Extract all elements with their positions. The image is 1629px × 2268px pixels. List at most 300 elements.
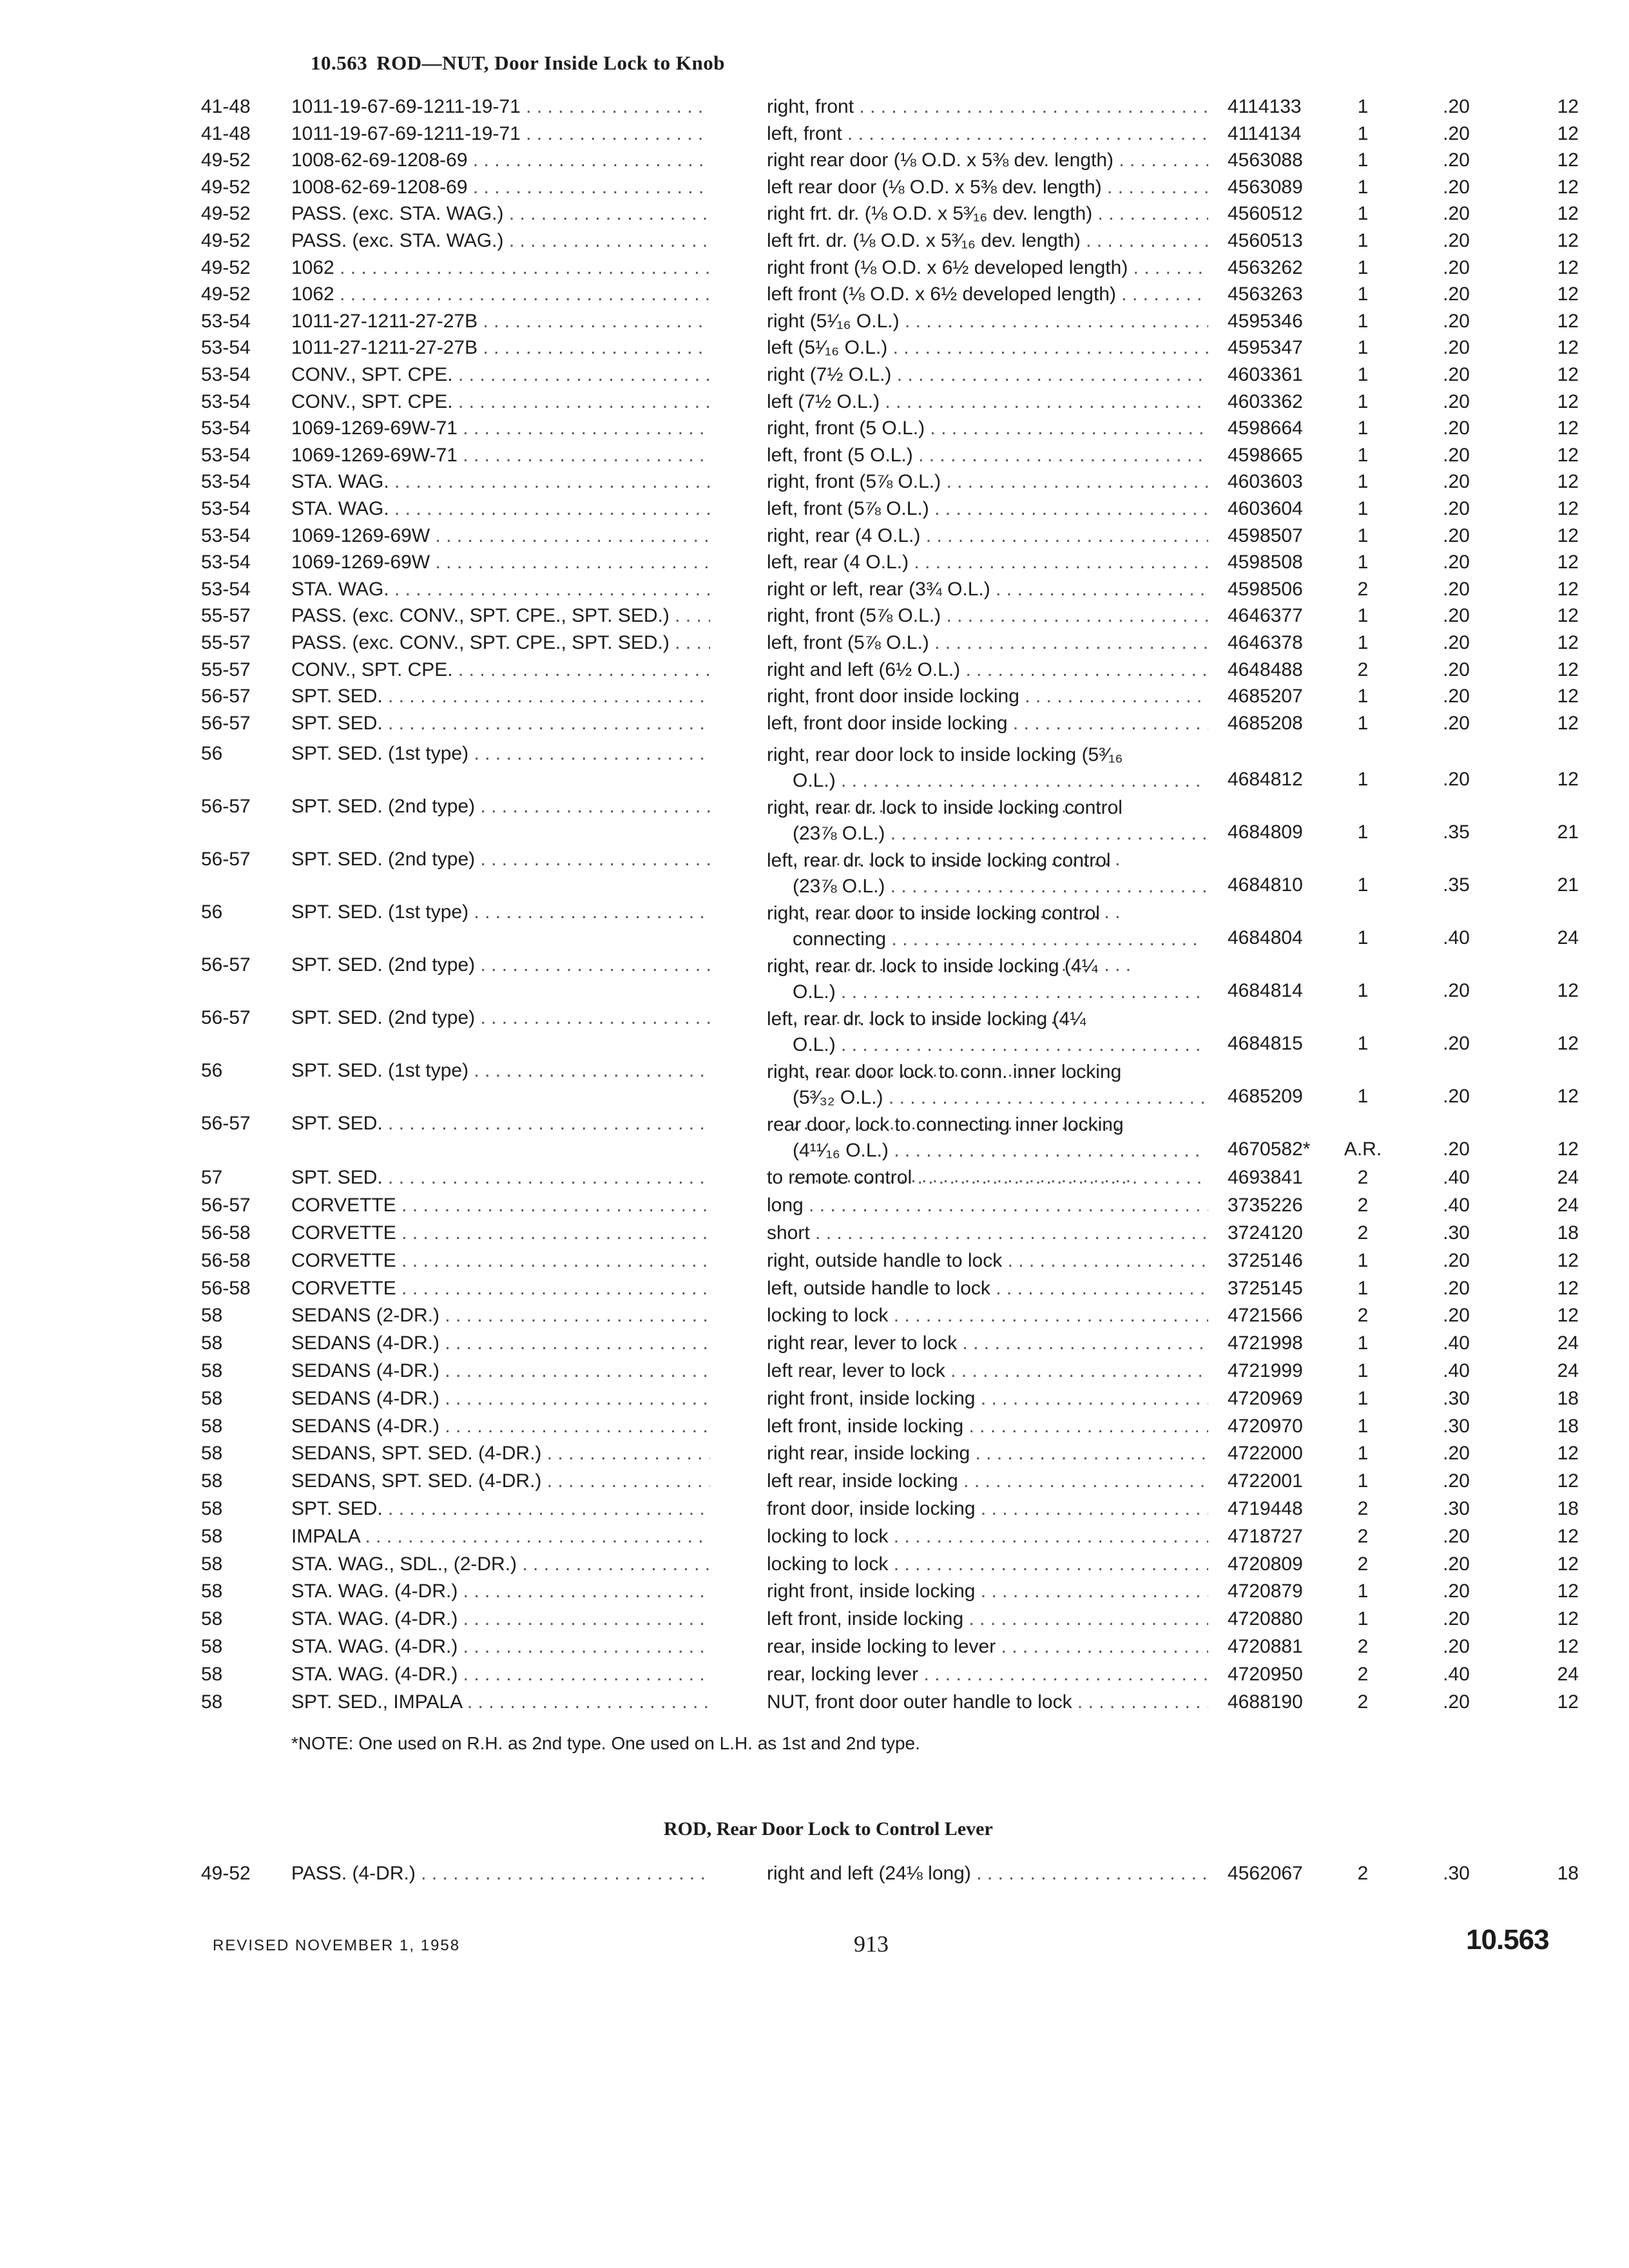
row-description: left, front (5⅞ O.L.) . . .	[767, 497, 1208, 521]
row-model: STA. WAG. (4-DR.) . . .	[291, 1580, 710, 1603]
row-model: PASS. (exc. CONV., SPT. CPE., SPT. SED.) . . .	[291, 604, 710, 628]
row-model: 1011-27-1211-27-27B . . .	[291, 310, 710, 333]
row-years: 58	[201, 1553, 223, 1575]
row-part-number: 4603604	[1228, 498, 1303, 519]
row-price: .20	[1443, 230, 1470, 251]
row-model: 1062 . . .	[291, 256, 710, 280]
row-part-number: 4598664	[1228, 418, 1303, 439]
row-category: 18	[1557, 1415, 1579, 1437]
row-category: 24	[1557, 1167, 1579, 1189]
row-description-line2: (23⅞ O.L.) . . .	[767, 874, 1208, 925]
row-price: .20	[1443, 122, 1470, 144]
row-years: 53-54	[201, 498, 251, 519]
row-price: .20	[1443, 364, 1470, 385]
row-years: 55-57	[201, 658, 251, 680]
row-model: STA. WAG. . . .	[291, 470, 710, 494]
row-years: 56-57	[201, 1195, 251, 1216]
row-category: 12	[1557, 310, 1579, 332]
row-part-number: 4719448	[1228, 1498, 1303, 1519]
row-part-number: 3735226	[1228, 1195, 1303, 1216]
row-quantity: 2	[1357, 1663, 1369, 1685]
row-category: 18	[1557, 1222, 1579, 1244]
row-quantity: 1	[1357, 552, 1369, 573]
row-description: left, front door inside locking . . .	[767, 712, 1208, 735]
row-category: 12	[1557, 632, 1579, 653]
row-description: right (5¹⁄₁₆ O.L.) . . .	[767, 310, 1208, 333]
row-part-number: 4722000	[1228, 1443, 1303, 1465]
row-part-number: 4595347	[1228, 337, 1303, 359]
row-part-number: 3725146	[1228, 1249, 1303, 1271]
row-quantity: 1	[1357, 1086, 1369, 1108]
row-description: right, front (5⅞ O.L.) . . .	[767, 604, 1208, 628]
row-model: CONV., SPT. CPE. . . .	[291, 363, 710, 387]
row-price: .40	[1443, 1332, 1470, 1354]
row-years: 56-58	[201, 1277, 251, 1299]
row-quantity: 1	[1357, 444, 1369, 466]
row-price: .20	[1443, 1553, 1470, 1575]
row-description: left rear, inside locking . . .	[767, 1470, 1208, 1493]
row-model: 1008-62-69-1208-69 . . .	[291, 149, 710, 172]
row-years: 49-52	[201, 230, 251, 251]
row-price: .20	[1443, 1691, 1470, 1713]
row-model: SEDANS (4-DR.) . . .	[291, 1332, 710, 1355]
row-description: locking to lock . . .	[767, 1304, 1208, 1327]
row-price: .20	[1443, 149, 1470, 171]
row-category: 12	[1557, 1608, 1579, 1630]
row-years: 53-54	[201, 390, 251, 412]
row-category: 12	[1557, 230, 1579, 251]
row-category: 18	[1557, 1863, 1579, 1884]
row-quantity: 1	[1357, 230, 1369, 251]
row-category: 24	[1557, 1332, 1579, 1354]
row-model: PASS. (exc. CONV., SPT. CPE., SPT. SED.) . . .	[291, 631, 710, 655]
row-part-number: 4693841	[1228, 1167, 1303, 1189]
row-years: 41-48	[201, 96, 251, 117]
row-category: 12	[1557, 1691, 1579, 1713]
row-years: 56-57	[201, 1113, 251, 1135]
row-years: 58	[201, 1305, 223, 1327]
row-part-number: 4684815	[1228, 1033, 1303, 1055]
row-description: right, rear (4 O.L.) . . .	[767, 524, 1208, 548]
row-model: STA. WAG. (4-DR.) . . .	[291, 1608, 710, 1631]
row-quantity: 1	[1357, 310, 1369, 332]
row-years: 58	[201, 1470, 223, 1492]
row-years: 58	[201, 1415, 223, 1437]
row-part-number: 4718727	[1228, 1525, 1303, 1547]
row-price: .20	[1443, 578, 1470, 600]
row-price: .20	[1443, 418, 1470, 439]
row-price: .40	[1443, 1167, 1470, 1189]
row-model: SEDANS, SPT. SED. (4-DR.) . . .	[291, 1470, 710, 1493]
row-price: .20	[1443, 471, 1470, 493]
row-model: STA. WAG. (4-DR.) . . .	[291, 1635, 710, 1658]
row-quantity: 1	[1357, 418, 1369, 439]
row-part-number: 4603361	[1228, 364, 1303, 385]
row-category: 12	[1557, 337, 1579, 359]
row-price: .30	[1443, 1415, 1470, 1437]
row-category: 12	[1557, 498, 1579, 519]
row-model: SPT. SED. (2nd type) . . .	[291, 795, 710, 818]
row-quantity: 2	[1357, 1305, 1369, 1327]
section2-title: ROD, Rear Door Lock to Control Lever	[664, 1818, 993, 1840]
row-quantity: 1	[1357, 176, 1369, 198]
row-part-number: 4598506	[1228, 578, 1303, 600]
row-price: .20	[1443, 1139, 1470, 1160]
row-model: SPT. SED. (1st type) . . .	[291, 742, 710, 765]
row-years: 58	[201, 1498, 223, 1519]
row-description: left, rear (4 O.L.) . . .	[767, 551, 1208, 574]
revision-date: REVISED NOVEMBER 1, 1958	[213, 1937, 461, 1954]
row-part-number: 4560513	[1228, 230, 1303, 251]
row-price: .20	[1443, 524, 1470, 546]
row-description: left front, inside locking . . .	[767, 1608, 1208, 1631]
row-part-number: 4563262	[1228, 256, 1303, 278]
row-price: .20	[1443, 444, 1470, 466]
row-model: IMPALA . . .	[291, 1525, 710, 1548]
row-model: PASS. (exc. STA. WAG.) . . .	[291, 202, 710, 226]
row-description: rear, inside locking to lever . . .	[767, 1635, 1208, 1658]
row-description-line2: (23⅞ O.L.) . . .	[767, 821, 1208, 872]
row-years: 56-57	[201, 954, 251, 976]
row-price: .30	[1443, 1863, 1470, 1884]
row-price: .20	[1443, 310, 1470, 332]
row-quantity: 1	[1357, 498, 1369, 519]
row-price: .20	[1443, 712, 1470, 734]
row-category: 21	[1557, 822, 1579, 843]
row-model: SPT. SED. (2nd type) . . .	[291, 1006, 710, 1030]
row-quantity: 1	[1357, 605, 1369, 627]
row-years: 55-57	[201, 605, 251, 627]
row-quantity: 2	[1357, 1525, 1369, 1547]
row-part-number: 4720809	[1228, 1553, 1303, 1575]
row-quantity: 1	[1357, 1581, 1369, 1602]
row-description: long . . .	[767, 1194, 1208, 1217]
row-years: 56	[201, 743, 223, 765]
row-quantity: 1	[1357, 203, 1369, 225]
row-part-number: 4670582*	[1228, 1139, 1311, 1160]
footnote: *NOTE: One used on R.H. as 2nd type. One used on L.H. as 1st and 2nd type.	[291, 1733, 920, 1753]
row-quantity: 1	[1357, 149, 1369, 171]
row-category: 12	[1557, 1581, 1579, 1602]
row-category: 12	[1557, 605, 1579, 627]
row-years: 58	[201, 1636, 223, 1657]
row-quantity: 2	[1357, 1636, 1369, 1657]
row-model: SEDANS (4-DR.) . . .	[291, 1387, 710, 1410]
row-quantity: 1	[1357, 769, 1369, 791]
row-quantity: 1	[1357, 1470, 1369, 1492]
section-number: 10.563	[311, 52, 368, 74]
row-description: right rear, lever to lock . . .	[767, 1332, 1208, 1355]
row-model: CORVETTE . . .	[291, 1249, 710, 1273]
row-part-number: 4563263	[1228, 284, 1303, 305]
row-model: SPT. SED. (2nd type) . . .	[291, 954, 710, 977]
row-description-line2: O.L.) . . .	[767, 1032, 1208, 1084]
row-part-number: 4646378	[1228, 632, 1303, 653]
row-quantity: 1	[1357, 1277, 1369, 1299]
row-model: 1069-1269-69W-71 . . .	[291, 444, 710, 467]
row-part-number: 4563088	[1228, 149, 1303, 171]
row-years: 49-52	[201, 149, 251, 171]
row-model: 1011-19-67-69-1211-19-71 . . .	[291, 95, 710, 119]
row-price: .40	[1443, 1195, 1470, 1216]
row-price: .20	[1443, 605, 1470, 627]
row-quantity: 2	[1357, 1498, 1369, 1519]
row-category: 24	[1557, 1360, 1579, 1381]
row-category: 12	[1557, 256, 1579, 278]
row-category: 12	[1557, 1033, 1579, 1055]
row-model: SEDANS, SPT. SED. (4-DR.) . . .	[291, 1442, 710, 1465]
row-price: .20	[1443, 1608, 1470, 1630]
row-part-number: 4114133	[1228, 96, 1302, 117]
row-description-line1: right, rear door lock to conn. inner locking	[767, 1061, 1122, 1083]
row-years: 58	[201, 1332, 223, 1354]
row-price: .20	[1443, 686, 1470, 707]
row-price: .20	[1443, 284, 1470, 305]
row-price: .20	[1443, 1249, 1470, 1271]
row-model: STA. WAG. (4-DR.) . . .	[291, 1663, 710, 1686]
row-part-number: 4684814	[1228, 980, 1303, 1002]
row-category: 12	[1557, 96, 1579, 117]
row-years: 56-57	[201, 1007, 251, 1029]
row-description: left frt. dr. (⅛ O.D. x 5³⁄₁₆ dev. length) . . .	[767, 229, 1208, 253]
row-category: 12	[1557, 149, 1579, 171]
row-price: .20	[1443, 1525, 1470, 1547]
row-years: 58	[201, 1443, 223, 1465]
row-model: PASS. (exc. STA. WAG.) . . .	[291, 229, 710, 253]
row-part-number: 4685207	[1228, 686, 1303, 707]
row-category: 12	[1557, 1277, 1579, 1299]
row-years: 53-54	[201, 524, 251, 546]
row-model: PASS. (4-DR.) . . .	[291, 1862, 710, 1885]
row-part-number: 4648488	[1228, 658, 1303, 680]
row-years: 57	[201, 1167, 223, 1189]
row-category: 12	[1557, 1525, 1579, 1547]
row-price: .20	[1443, 658, 1470, 680]
row-model: 1062 . . .	[291, 283, 710, 306]
row-years: 53-54	[201, 364, 251, 385]
row-years: 58	[201, 1663, 223, 1685]
row-part-number: 4684809	[1228, 822, 1303, 843]
row-price: .20	[1443, 203, 1470, 225]
row-category: 12	[1557, 471, 1579, 493]
row-part-number: 4721999	[1228, 1360, 1303, 1381]
row-price: .20	[1443, 1277, 1470, 1299]
row-quantity: 1	[1357, 256, 1369, 278]
row-category: 12	[1557, 1139, 1579, 1160]
row-quantity: 1	[1357, 1360, 1369, 1381]
row-quantity: 1	[1357, 337, 1369, 359]
row-description: right, outside handle to lock . . .	[767, 1249, 1208, 1273]
row-description: left rear door (⅛ O.D. x 5⅜ dev. length) . . .	[767, 176, 1208, 199]
footer-section-number: 10.563	[1466, 1924, 1549, 1956]
row-description-line1: right, rear dr. lock to inside locking (4¼	[767, 956, 1098, 977]
row-description: locking to lock . . .	[767, 1553, 1208, 1576]
row-model: SPT. SED., IMPALA . . .	[291, 1691, 710, 1714]
row-description: locking to lock . . .	[767, 1525, 1208, 1548]
row-price: .20	[1443, 1443, 1470, 1465]
row-part-number: 4722001	[1228, 1470, 1303, 1492]
row-price: .20	[1443, 1033, 1470, 1055]
row-quantity: 2	[1357, 1195, 1369, 1216]
row-years: 53-54	[201, 578, 251, 600]
row-category: 12	[1557, 444, 1579, 466]
row-part-number: 4720881	[1228, 1636, 1303, 1657]
row-quantity: 1	[1357, 524, 1369, 546]
row-part-number: 4563089	[1228, 176, 1303, 198]
row-price: .40	[1443, 927, 1470, 949]
row-quantity: 1	[1357, 1443, 1369, 1465]
row-price: .20	[1443, 176, 1470, 198]
row-description: right and left (6½ O.L.) . . .	[767, 658, 1208, 682]
row-price: .20	[1443, 769, 1470, 791]
row-description: left, front . . .	[767, 122, 1208, 146]
row-years: 55-57	[201, 632, 251, 653]
row-part-number: 4688190	[1228, 1691, 1303, 1713]
row-quantity: 1	[1357, 1387, 1369, 1409]
row-quantity: 1	[1357, 874, 1369, 896]
row-years: 56-57	[201, 712, 251, 734]
row-category: 24	[1557, 927, 1579, 949]
row-quantity: 2	[1357, 1222, 1369, 1244]
row-description: left front, inside locking . . .	[767, 1415, 1208, 1438]
row-quantity: 2	[1357, 1553, 1369, 1575]
row-model: SEDANS (4-DR.) . . .	[291, 1360, 710, 1383]
row-model: STA. WAG., SDL., (2-DR.) . . .	[291, 1553, 710, 1576]
row-description-line2: (5³⁄₃₂ O.L.) . . .	[767, 1085, 1208, 1137]
row-description: right and left (24⅛ long) . . .	[767, 1862, 1208, 1885]
row-quantity: 1	[1357, 390, 1369, 412]
row-years: 41-48	[201, 122, 251, 144]
row-category: 24	[1557, 1663, 1579, 1685]
row-price: .20	[1443, 1636, 1470, 1657]
row-years: 58	[201, 1525, 223, 1547]
row-years: 53-54	[201, 444, 251, 466]
row-description-line1: left, rear dr. lock to inside locking (4¼	[767, 1008, 1086, 1030]
row-years: 49-52	[201, 256, 251, 278]
row-part-number: 4598665	[1228, 444, 1303, 466]
row-description: left rear, lever to lock . . .	[767, 1360, 1208, 1383]
row-description: left (5¹⁄₁₆ O.L.) . . .	[767, 336, 1208, 360]
row-model: SPT. SED. . . .	[291, 685, 710, 708]
row-part-number: 4685208	[1228, 712, 1303, 734]
row-quantity: 1	[1357, 712, 1369, 734]
row-model: SPT. SED. . . .	[291, 712, 710, 735]
row-model: STA. WAG. . . .	[291, 578, 710, 601]
row-model: SPT. SED. (2nd type) . . .	[291, 848, 710, 871]
row-description: right, front (5 O.L.) . . .	[767, 417, 1208, 440]
row-years: 53-54	[201, 310, 251, 332]
row-years: 49-52	[201, 1863, 251, 1884]
row-category: 12	[1557, 176, 1579, 198]
row-description-line1: right, rear dr. lock to inside locking control	[767, 797, 1123, 819]
row-category: 12	[1557, 658, 1579, 680]
row-quantity: 1	[1357, 122, 1369, 144]
row-description: right (7½ O.L.) . . .	[767, 363, 1208, 387]
row-model: SPT. SED. (1st type) . . .	[291, 901, 710, 924]
row-category: 12	[1557, 686, 1579, 707]
row-quantity: 1	[1357, 1033, 1369, 1055]
row-description: left front (⅛ O.D. x 6½ developed length) . . .	[767, 283, 1208, 306]
row-years: 53-54	[201, 418, 251, 439]
row-category: 12	[1557, 1470, 1579, 1492]
section-title: ROD—NUT, Door Inside Lock to Knob	[376, 52, 725, 74]
row-years: 49-52	[201, 176, 251, 198]
row-part-number: 4562067	[1228, 1863, 1303, 1884]
row-category: 18	[1557, 1387, 1579, 1409]
row-years: 56	[201, 1060, 223, 1082]
row-category: 12	[1557, 1636, 1579, 1657]
row-price: .20	[1443, 1305, 1470, 1327]
row-part-number: 4685209	[1228, 1086, 1303, 1108]
row-price: .35	[1443, 874, 1470, 896]
row-category: 12	[1557, 122, 1579, 144]
row-years: 53-54	[201, 552, 251, 573]
row-category: 12	[1557, 769, 1579, 791]
row-years: 53-54	[201, 471, 251, 493]
row-category: 12	[1557, 1086, 1579, 1108]
row-description-line1: right, rear door lock to inside locking (5³⁄₁₆	[767, 744, 1123, 766]
row-category: 21	[1557, 874, 1579, 896]
row-category: 12	[1557, 418, 1579, 439]
row-description: right or left, rear (3¾ O.L.) . . .	[767, 578, 1208, 601]
row-description: right, front . . .	[767, 95, 1208, 119]
row-part-number: 4598507	[1228, 524, 1303, 546]
row-description: right rear door (⅛ O.D. x 5⅜ dev. length) . . .	[767, 149, 1208, 172]
row-part-number: 4720950	[1228, 1663, 1303, 1685]
row-quantity: 2	[1357, 1167, 1369, 1189]
row-description: right, front (5⅞ O.L.) . . .	[767, 470, 1208, 494]
row-part-number: 3724120	[1228, 1222, 1303, 1244]
row-quantity: 1	[1357, 686, 1369, 707]
row-quantity: 1	[1357, 1415, 1369, 1437]
row-model: CONV., SPT. CPE. . . .	[291, 658, 710, 682]
row-quantity: 1	[1357, 822, 1369, 843]
row-part-number: 4603603	[1228, 471, 1303, 493]
row-category: 12	[1557, 390, 1579, 412]
section-heading	[311, 52, 725, 75]
row-quantity: 1	[1357, 1332, 1369, 1354]
row-years: 53-54	[201, 337, 251, 359]
row-price: .20	[1443, 980, 1470, 1002]
row-category: 12	[1557, 203, 1579, 225]
row-model: CONV., SPT. CPE. . . .	[291, 390, 710, 414]
row-description: to remote control . . .	[767, 1166, 1208, 1189]
row-years: 49-52	[201, 203, 251, 225]
row-model: CORVETTE . . .	[291, 1277, 710, 1300]
row-price: .30	[1443, 1387, 1470, 1409]
row-description: right, front door inside locking . . .	[767, 685, 1208, 708]
row-description: rear, locking lever . . .	[767, 1663, 1208, 1686]
row-part-number: 4720880	[1228, 1608, 1303, 1630]
row-description: left (7½ O.L.) . . .	[767, 390, 1208, 414]
row-part-number: 4646377	[1228, 605, 1303, 627]
row-description: NUT, front door outer handle to lock . . .	[767, 1691, 1208, 1714]
row-price: .40	[1443, 1360, 1470, 1381]
row-category: 12	[1557, 712, 1579, 734]
row-model: SPT. SED. . . .	[291, 1166, 710, 1189]
row-price: .20	[1443, 256, 1470, 278]
row-price: .35	[1443, 822, 1470, 843]
row-model: 1011-27-1211-27-27B . . .	[291, 336, 710, 360]
row-description: left, front (5⅞ O.L.) . . .	[767, 631, 1208, 655]
row-quantity: 1	[1357, 96, 1369, 117]
row-description-line2: connecting . . .	[767, 927, 1208, 978]
row-price: .20	[1443, 96, 1470, 117]
row-description-line1: rear door, lock to connecting inner locking	[767, 1114, 1124, 1136]
row-quantity: 1	[1357, 632, 1369, 653]
row-model: 1011-19-67-69-1211-19-71 . . .	[291, 122, 710, 146]
row-model: SEDANS (2-DR.) . . .	[291, 1304, 710, 1327]
